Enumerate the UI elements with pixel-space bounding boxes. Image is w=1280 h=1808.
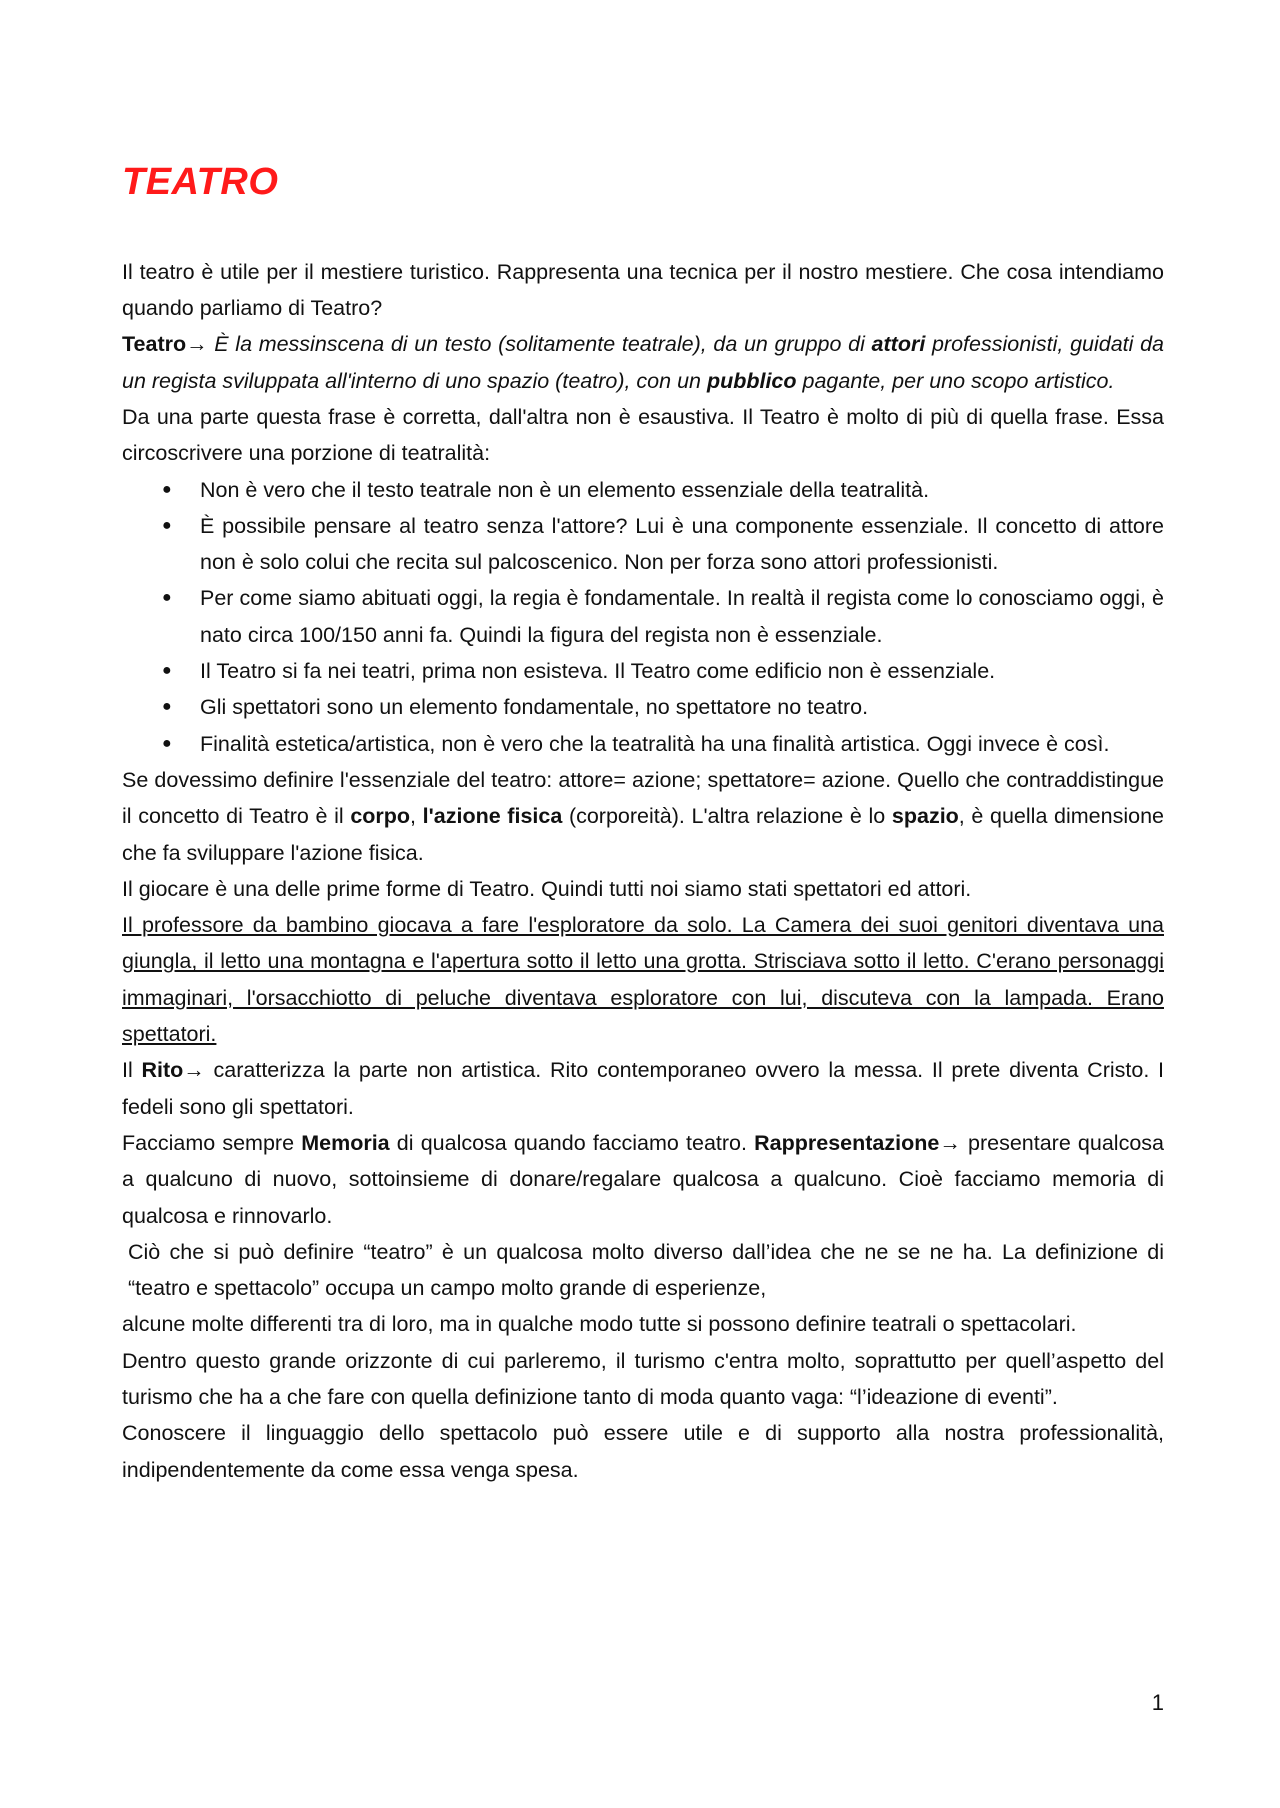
- list-item: [122, 508, 1164, 581]
- bullet-icon: ●: [162, 662, 172, 680]
- memoria-text-2: di qualcosa quando facciamo teatro.: [389, 1130, 755, 1155]
- essential-text-1: Se dovessimo definire l'essenziale del teatro: attore= azione; spettatore= azione. Quello che contraddistingue il concetto di Teatro è il: [122, 767, 1164, 829]
- list-item-text: Gli spettatori sono un elemento fondamentale, no spettatore no teatro.: [200, 695, 869, 720]
- document-body: [122, 254, 1164, 1488]
- rito-bold: Rito: [141, 1058, 184, 1083]
- page-title: TEATRO: [122, 161, 279, 203]
- memoria-text-3: presentare qualcosa a qualcuno di nuovo, sottoinsieme di donare/regalare qualcosa a qualcuno. Cioè facciamo memoria di qualcosa e rinnovarlo.: [122, 1130, 1164, 1228]
- definition-bold-1: attori: [871, 332, 926, 357]
- bullet-icon: ●: [162, 516, 172, 534]
- rito-paragraph: [122, 1052, 1164, 1125]
- list-item: [122, 472, 1164, 508]
- rappresentazione-bold: Rappresentazione: [754, 1130, 940, 1155]
- bullet-list: [122, 472, 1164, 762]
- bullet-icon: ●: [162, 480, 172, 498]
- list-item: [122, 689, 1164, 725]
- definition-scope-paragraph: Ciò che si può definire “teatro” è un qualcosa molto diverso dall’idea che ne se ne ha. La definizione di “teatro e spettacolo” occupa un campo molto grande di esperienze,: [128, 1239, 1164, 1301]
- definition-text-2: professionisti, guidati da un regista sviluppata all'interno di uno spazio (teatro), con un: [122, 332, 1165, 393]
- tourism-paragraph: Dentro questo grande orizzonte di cui parleremo, il turismo c'entra molto, soprattutto per quell’aspetto del turismo che ha a che fare con quella definizione tanto di moda quanto vaga: “l’ideazione di eventi”.: [122, 1348, 1164, 1409]
- rito-text-1: Il: [122, 1058, 142, 1083]
- list-item: [122, 653, 1164, 689]
- essential-text-3: (corporeità). L'altra relazione è lo: [562, 804, 892, 829]
- list-item-text: Finalità estetica/artistica, non è vero che la teatralità ha una finalità artistica. Oggi invece è così.: [200, 731, 1110, 756]
- bullet-icon: ●: [162, 589, 172, 607]
- list-item-text: Per come siamo abituati oggi, la regia è fondamentale. In realtà il regista come lo conosciamo oggi, è nato circa 100/150 anni fa. Quindi la figura del regista non è essenziale.: [200, 586, 1164, 647]
- essential-bold-spazio: spazio: [891, 804, 959, 829]
- list-item: [122, 580, 1164, 653]
- arrow-icon: →: [183, 1058, 205, 1083]
- definition-term: Teatro: [122, 332, 187, 357]
- list-item-text: È possibile pensare al teatro senza l'attore? Lui è una componente essenziale. Il concetto di attore non è solo colui che recita sul palcoscenico. Non per forza sono attori professionisti.: [200, 513, 1164, 575]
- memoria-paragraph: [122, 1125, 1164, 1234]
- list-item-text: Non è vero che il testo teatrale non è un elemento essenziale della teatralità.: [200, 477, 930, 502]
- intro-paragraph: Il teatro è utile per il mestiere turistico. Rappresenta una tecnica per il nostro mestiere. Che cosa intendiamo quando parliamo di Teatro?: [122, 259, 1164, 321]
- essential-bold-azione: l'azione fisica: [422, 804, 563, 829]
- explanation-paragraph: Da una parte questa frase è corretta, dall'altra non è esaustiva. Il Teatro è molto di più di quella frase. Essa circoscrivere una porzione di teatralità:: [122, 404, 1164, 466]
- bullet-icon: ●: [162, 734, 172, 752]
- document-page: [122, 150, 1164, 1488]
- arrow-icon: →: [186, 332, 208, 357]
- anecdote-paragraph: Il professore da bambino giocava a fare l'esploratore da solo. La Camera dei suoi genitori diventava una giungla, il letto una montagna e l'apertura sotto il letto una grotta. Strisciava sotto il letto. C'erano personaggi immaginari, l'orsacchiotto di peluche diventava esploratore con lui, discuteva con la lampada. Erano spettatori.: [122, 913, 1164, 1047]
- essential-bold-corpo: corpo: [350, 804, 411, 829]
- essential-text-4: , è quella dimensione che fa sviluppare l'azione fisica.: [122, 804, 1164, 865]
- arrow-icon: →: [939, 1130, 961, 1155]
- list-item: [122, 726, 1164, 762]
- memoria-text-1: Facciamo sempre: [122, 1130, 302, 1155]
- page-number: 1: [1151, 1690, 1164, 1715]
- definition-text-1: È la messinscena di un testo (solitamente teatrale), da un gruppo di: [207, 332, 872, 357]
- essential-paragraph: [122, 762, 1164, 871]
- definition-text-3: pagante, per uno scopo artistico.: [796, 368, 1115, 393]
- definition-paragraph: [122, 326, 1164, 399]
- list-item-text: Il Teatro si fa nei teatri, prima non esisteva. Il Teatro come edificio non è essenziale.: [200, 659, 996, 684]
- play-paragraph: Il giocare è una delle prime forme di Teatro. Quindi tutti noi siamo stati spettatori ed attori.: [122, 876, 972, 901]
- bullet-icon: ●: [162, 698, 172, 716]
- definition-bold-2: pubblico: [706, 368, 797, 393]
- differences-paragraph: alcune molte differenti tra di loro, ma in qualche modo tutte si possono definire teatrali o spettacolari.: [122, 1312, 1077, 1337]
- essential-text-2: ,: [410, 804, 423, 829]
- language-paragraph: Conoscere il linguaggio dello spettacolo può essere utile e di supporto alla nostra professionalità, indipendentemente da come essa venga spesa.: [122, 1421, 1164, 1482]
- memoria-bold: Memoria: [301, 1130, 390, 1155]
- rito-text-2: caratterizza la parte non artistica. Rito contemporaneo ovvero la messa. Il prete diventa Cristo. I fedeli sono gli spettatori.: [122, 1058, 1164, 1119]
